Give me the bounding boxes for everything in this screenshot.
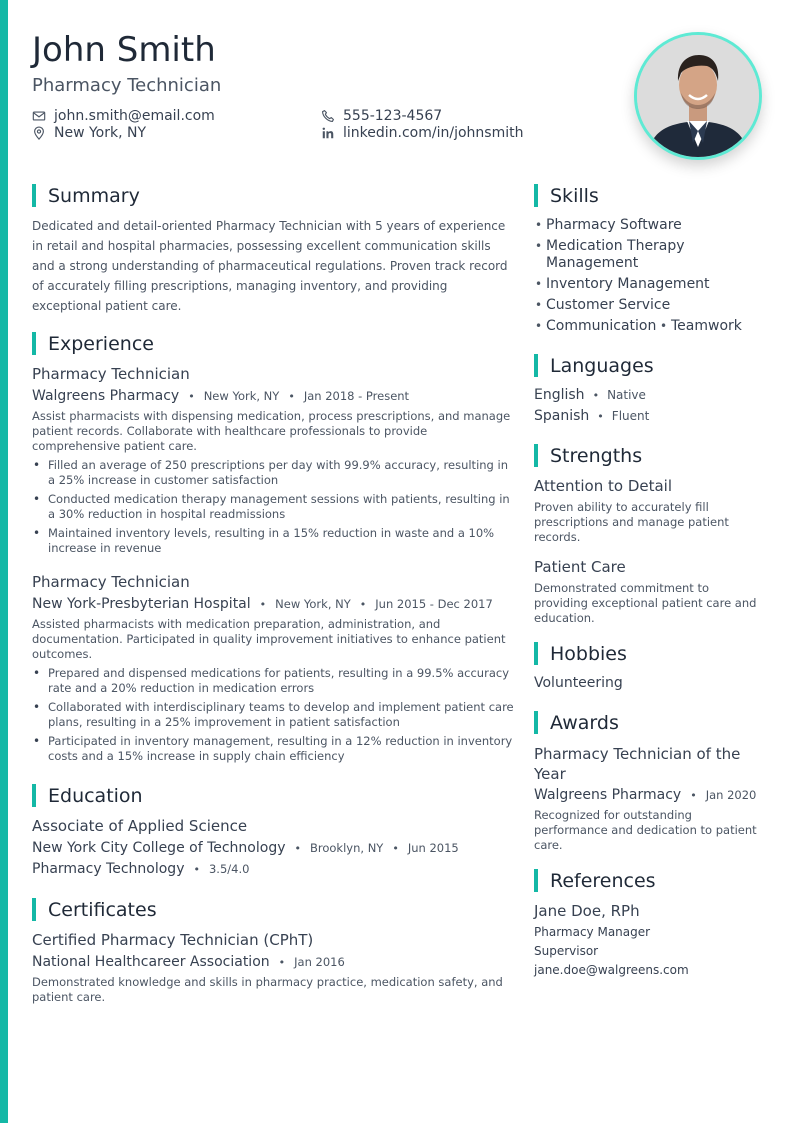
certificate-description: Demonstrated knowledge and skills in pharmacy practice, medication safety, and patient care. bbox=[32, 975, 503, 1004]
language-item: Spanish • Fluent bbox=[534, 408, 650, 424]
linkedin-text: linkedin.com/in/johnsmith bbox=[343, 125, 524, 141]
job-dates: Jun 2015 - Dec 2017 bbox=[375, 597, 493, 611]
gpa: 3.5/4.0 bbox=[208, 862, 250, 876]
skill-item: • Customer Service bbox=[535, 297, 670, 314]
linkedin-icon bbox=[321, 126, 335, 140]
strength-description: Proven ability to accurately fill prescriptions and manage patient records. bbox=[534, 500, 729, 544]
job-meta: Walgreens Pharmacy • New York, NY • Jan 2018 - Present bbox=[32, 388, 410, 404]
summary-heading: Summary bbox=[32, 184, 140, 207]
award-organization: Walgreens Pharmacy bbox=[534, 787, 682, 803]
job-bullet: • Maintained inventory levels, resulting in a 15% reduction in waste and a 10% increase in revenue bbox=[32, 526, 516, 556]
summary-text: Dedicated and detail-oriented Pharmacy Technician with 5 years of experience in retail and hospital pharmacies, possessing excellent communication skills and a strong understanding of pharmaceutical regulations. Proven track record of accurately filling prescriptions, managing inventory, and providing exceptional patient care. bbox=[32, 219, 508, 313]
strength-description: Demonstrated commitment to providing exceptional patient care and education. bbox=[534, 581, 757, 625]
certificate-issuer: National Healthcareer Association bbox=[32, 954, 270, 970]
contact-linkedin[interactable] bbox=[321, 125, 523, 141]
skill-item: • Communication bbox=[535, 318, 656, 335]
award-title: Pharmacy Technician of the Year bbox=[534, 745, 741, 783]
reference-email[interactable]: jane.doe@walgreens.com bbox=[534, 963, 689, 977]
school-name: New York City College of Technology bbox=[32, 840, 286, 856]
company-name: New York-Presbyterian Hospital bbox=[32, 596, 251, 612]
envelope-icon bbox=[32, 109, 46, 123]
candidate-name: John Smith bbox=[32, 30, 216, 70]
email-text: john.smith@email.com bbox=[54, 108, 215, 124]
award-meta: Walgreens Pharmacy • Jan 2020 bbox=[534, 787, 757, 803]
certificate-date: Jan 2016 bbox=[294, 955, 345, 969]
education-heading: Education bbox=[32, 784, 143, 807]
certificates-heading: Certificates bbox=[32, 898, 157, 921]
references-heading: References bbox=[534, 869, 656, 892]
job-bullet: • Conducted medication therapy management sessions with patients, resulting in a 30% reduction in hospital readmissions bbox=[32, 492, 516, 522]
language-name: Spanish bbox=[534, 408, 590, 424]
contact-email[interactable] bbox=[32, 108, 215, 124]
language-level: Fluent bbox=[611, 409, 650, 423]
job-title: Pharmacy Technician bbox=[32, 573, 190, 591]
map-pin-icon bbox=[32, 126, 46, 140]
reference-name: Jane Doe, RPh bbox=[534, 902, 640, 920]
job-description: Assist pharmacists with dispensing medication, process prescriptions, and manage patient records. Collaborate with healthcare professionals to provide comprehensive patient care. bbox=[32, 409, 511, 453]
candidate-title: Pharmacy Technician bbox=[32, 75, 222, 96]
field-of-study: Pharmacy Technology bbox=[32, 861, 185, 877]
awards-heading: Awards bbox=[534, 711, 619, 734]
skill-item: • Medication Therapy Management bbox=[535, 238, 735, 272]
skill-item: • Pharmacy Software bbox=[535, 217, 682, 234]
job-bullet: • Collaborated with interdisciplinary teams to develop and implement patient care plans, resulting in a 25% improvement in patient satisfaction bbox=[32, 700, 516, 730]
job-bullet: • Filled an average of 250 prescriptions per day with 99.9% accuracy, resulting in a 25% increase in customer satisfaction bbox=[32, 458, 516, 488]
award-description: Recognized for outstanding performance and dedication to patient care. bbox=[534, 808, 757, 852]
certificate-meta: National Healthcareer Association • Jan 2016 bbox=[32, 954, 345, 970]
language-name: English bbox=[534, 387, 585, 403]
accent-strip bbox=[0, 0, 8, 1123]
phone-text: 555-123-4567 bbox=[343, 108, 443, 124]
job-description: Assisted pharmacists with medication preparation, administration, and documentation. Participated in quality improvement initiatives to enhance patient outcomes. bbox=[32, 617, 506, 661]
company-name: Walgreens Pharmacy bbox=[32, 388, 180, 404]
strength-title: Attention to Detail bbox=[534, 477, 673, 495]
languages-heading: Languages bbox=[534, 354, 654, 377]
job-bullet: • Prepared and dispensed medications for patients, resulting in a 99.5% accuracy rate and a 20% reduction in medication errors bbox=[32, 666, 516, 696]
job-meta: New York-Presbyterian Hospital • New York, NY • Jun 2015 - Dec 2017 bbox=[32, 596, 493, 612]
degree-name: Associate of Applied Science bbox=[32, 817, 248, 835]
reference-position: Pharmacy Manager bbox=[534, 925, 651, 939]
phone-icon bbox=[321, 109, 335, 123]
hobbies-heading: Hobbies bbox=[534, 642, 627, 665]
job-title: Pharmacy Technician bbox=[32, 365, 190, 383]
hobby-item: Volunteering bbox=[534, 675, 623, 691]
job-location: New York, NY bbox=[275, 597, 351, 611]
field-meta: Pharmacy Technology • 3.5/4.0 bbox=[32, 861, 250, 877]
job-location: New York, NY bbox=[203, 389, 280, 403]
school-meta: New York City College of Technology • Brooklyn, NY • Jun 2015 bbox=[32, 840, 459, 856]
skill-item: • Teamwork bbox=[660, 318, 742, 335]
language-level: Native bbox=[607, 388, 646, 402]
profile-photo bbox=[634, 32, 762, 160]
job-dates: Jan 2018 - Present bbox=[303, 389, 410, 403]
language-item: English • Native bbox=[534, 387, 646, 403]
job-bullet: • Participated in inventory management, resulting in a 12% reduction in inventory costs and a 15% increase in supply chain efficiency bbox=[32, 734, 516, 764]
strength-title: Patient Care bbox=[534, 558, 626, 576]
skill-item: • Inventory Management bbox=[535, 276, 710, 293]
experience-heading: Experience bbox=[32, 332, 154, 355]
graduation-date: Jun 2015 bbox=[407, 841, 459, 855]
award-date: Jan 2020 bbox=[705, 788, 757, 802]
contact-phone[interactable] bbox=[321, 108, 442, 124]
school-location: Brooklyn, NY bbox=[310, 841, 384, 855]
location-text: New York, NY bbox=[54, 125, 147, 141]
reference-relationship: Supervisor bbox=[534, 944, 599, 958]
skills-heading: Skills bbox=[534, 184, 599, 207]
contact-location bbox=[32, 125, 146, 141]
strengths-heading: Strengths bbox=[534, 444, 642, 467]
certificate-name: Certified Pharmacy Technician (CPhT) bbox=[32, 931, 314, 949]
